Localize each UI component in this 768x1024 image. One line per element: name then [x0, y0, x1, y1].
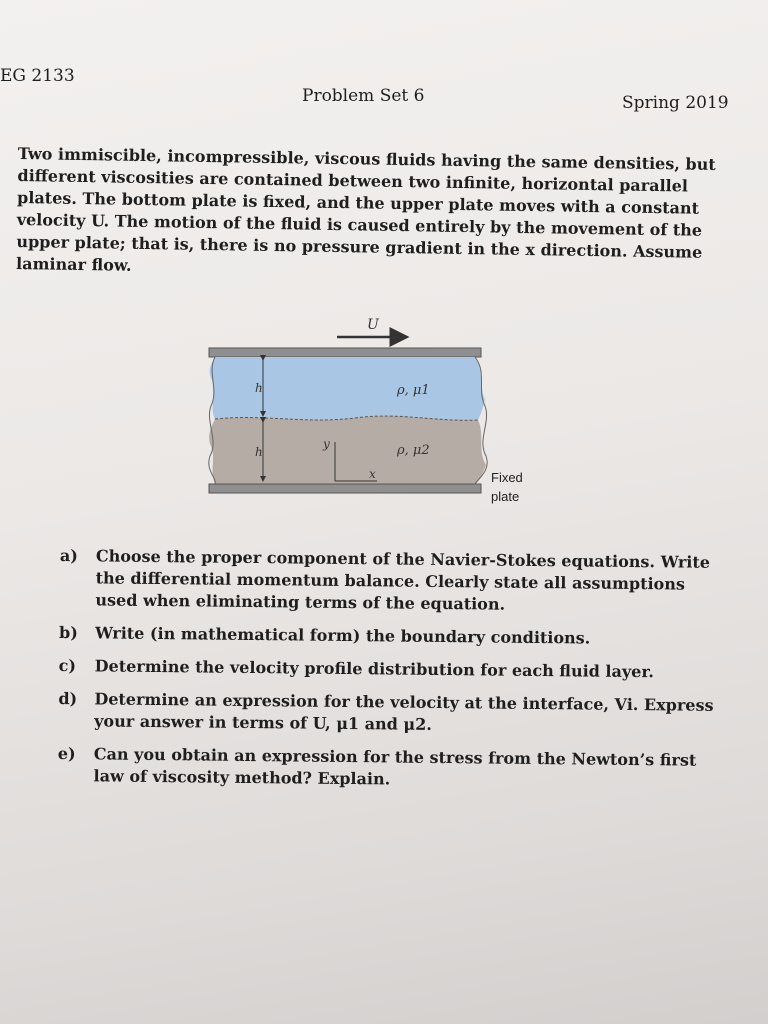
term-label: Spring 2019 [622, 93, 729, 113]
question-item-c [59, 655, 731, 684]
problem-statement-text: Two immiscible, incompressible, viscous fluids having the same densities, but different viscosities are contained between two infinite, horizontal parallel plates. The bottom plate is fixed, and the upper plate moves with a constant velocity U. The motion of the fluid is caused entirely by the movement of the upper plate; that is, there is no pressure gradient in the x direction. Assume laminar flow. [15, 143, 716, 275]
upper-fluid-properties: ρ, μ1 [397, 383, 430, 398]
lower-fluid-properties: ρ, μ2 [397, 443, 430, 458]
upper-fluid-layer [210, 357, 485, 420]
question-item-a [59, 545, 732, 618]
question-label: e) [57, 743, 76, 764]
question-item-b [59, 622, 731, 651]
lower-plate [209, 484, 481, 493]
question-label: b) [58, 622, 78, 643]
question-label: d) [58, 688, 78, 709]
question-item-d [58, 688, 730, 739]
question-label: a) [59, 545, 78, 566]
question-list [57, 545, 732, 805]
upper-plate [209, 348, 481, 357]
question-text: Write (in mathematical form) the boundary conditions. [94, 623, 591, 648]
problem-set-title: Problem Set 6 [302, 86, 425, 106]
question-text: Determine an expression for the velocity at the interface, Vi. Express your answer in terms of U, μ1 and μ2. [94, 689, 714, 734]
question-text: Choose the proper component of the Navier-Stokes equations. Write the differential momentum balance. Clearly state all assumptions used when eliminating terms of the equation. [95, 546, 711, 614]
problem-statement [16, 143, 718, 286]
question-text: Determine the velocity profile distribution for each fluid layer. [94, 656, 655, 682]
question-item-e [57, 743, 729, 794]
x-axis-label: x [369, 467, 376, 481]
lower-height-label: h [255, 445, 263, 459]
y-axis-label: y [323, 437, 330, 451]
fixed-plate-caption-line1: Fixed [491, 470, 523, 485]
upper-height-label: h [255, 381, 263, 395]
velocity-label: U [367, 317, 379, 333]
fixed-plate-caption-line2: plate [491, 489, 520, 504]
lower-fluid-layer [209, 416, 486, 484]
question-label: c) [58, 655, 77, 676]
question-text: Can you obtain an expression for the stress from the Newton’s first law of viscosity method? Explain. [93, 744, 697, 789]
parallel-plates-diagram [195, 310, 540, 520]
course-code: EG 2133 [0, 66, 75, 86]
